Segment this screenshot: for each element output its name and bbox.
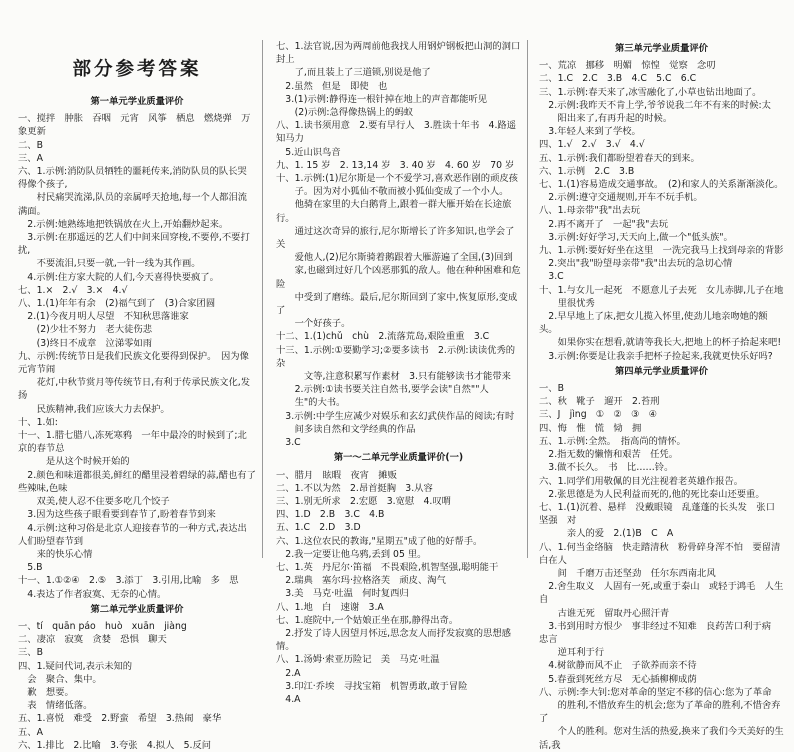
answer-line: 五、1.示例:全然。 指高尚的情怀。 <box>539 435 686 447</box>
section-heading: 第二单元学业质量评价 <box>90 603 184 615</box>
answer-line: 九、1. 15 岁 2. 13,14 岁 3. 40 岁 4. 60 岁 70 岁 <box>276 159 515 171</box>
answer-line: 2.(1)今夜月明人尽望 不知秋思落谁家 <box>18 311 189 323</box>
answer-line: 六、1.示例 2.C 3.B <box>539 165 635 177</box>
column-3-content <box>539 42 784 752</box>
answer-line: 亲人的爱 2.(1)B C A <box>539 528 674 540</box>
answer-line: 六、1.同学们用敬佩的目光注视着老英雄作报告。 <box>539 475 744 487</box>
answer-line: 3.(1)示例:静得连一根针掉在地上的声音都能听见 <box>276 93 488 105</box>
answer-line: 十二、1.(1)chǔ chù 2.流落荒岛,艰险重重 3.C <box>276 331 490 343</box>
section-heading: 第四单元学业质量评价 <box>615 365 708 377</box>
answer-line: 六、1.这位农民的教诲,"星期五"成了他的好帮手。 <box>276 535 483 547</box>
answer-line: 一、腊月 眩暇 夜宵 摊贩 <box>276 469 397 481</box>
answer-line: 2.示例:我昨天不肯上学,爷爷说我二年不有来的时候:太 <box>539 99 771 111</box>
answer-line: 民族精神,我们应该大力去保护。 <box>18 403 170 415</box>
answer-line: 八、1.何当金络脑 快走踏清秋 粉骨碎身浑不怕 要留清白在人 <box>539 541 781 566</box>
answer-line: 九、示例:传统节日是我们民族文化要得到保护。 因为像元宵节闹 <box>18 350 249 376</box>
answer-line: 双美,使人忍不住要多吃几个饺子 <box>18 496 170 508</box>
answer-line: 2.舍生取义 人固有一死,或重于泰山 或轻于鸿毛 人生自 <box>539 581 784 606</box>
answer-line: 三、J jìng ① ② ③ ④ <box>539 409 658 421</box>
answer-column-3 <box>527 0 794 751</box>
answer-line: 三、A <box>18 152 43 164</box>
answer-line: (2)少壮不努力 老大徒伤悲 <box>18 324 153 336</box>
answer-line: 3.示例:你要是让我亲手把杯子捡起来,我就更快乐好吗? <box>539 350 773 362</box>
answer-line: 二、秋 靴子 遛开 2.苔刑 <box>539 396 660 408</box>
answer-line: 3.示例:中学生应减少对娱乐和玄幻武侠作品的阅读;有时 <box>276 410 515 422</box>
answer-line: 一、荒凉 挪移 明媚 惊惶 觉察 念叨 <box>539 60 716 72</box>
answer-line: 2.指无数的懒惰和艰苦 任凭。 <box>539 449 679 461</box>
answer-line: 十三、1.示例:①要勤学习;②要多读书 2.示例:读读优秀的杂 <box>276 344 516 369</box>
answer-line: 三、1.别无所求 2.宏愿 3.宽慰 4.叹喟 <box>276 495 451 507</box>
answer-line: 歉 想要。 <box>18 686 74 698</box>
answer-line: 七、1.(1)沉着、悬样 没戴眼镜 乱蓬蓬的长头发 张口坚强 对 <box>539 501 775 527</box>
answer-line: 会 聚合、集中。 <box>18 673 102 685</box>
answer-line: 四、1.√ 2.√ 3.√ 4.√ <box>539 139 645 151</box>
answer-line: 七、1.英 丹尼尔·笛福 不畏艰险,机智坚强,聪明能干 <box>276 561 499 573</box>
answer-line: 阳出来了,有再升起的时候。 <box>539 113 673 125</box>
answer-line: 间多读自然和文学经典的作品 <box>276 423 416 435</box>
answer-line: 3.因为这些孩子眼看要到春节了,盼着春节到来 <box>18 509 216 521</box>
answer-line: 八、1.读书须用意 2.要有早行人 3.胜读十年书 4.路遥知马力 <box>276 120 517 145</box>
answer-line: 七、1.× 2.√ 3.× 4.√ <box>18 284 128 296</box>
answer-line: 五、1.喜悦 难受 2.野蛮 希望 3.热闹 豪华 <box>18 713 222 725</box>
answer-line: 个人的胜利。您对生活的热爱,换来了我们今天美好的生活,我 <box>539 726 784 751</box>
section-heading: 第三单元学业质量评价 <box>615 43 708 54</box>
answer-line: 十、1.与女儿一起死 不愿意儿子去死 女儿赤脚,儿子在地 <box>539 284 784 296</box>
answer-line: 表 情绪低落。 <box>18 700 93 712</box>
answer-line: 2.我一定要让他乌鸦,丢到 05 里。 <box>276 548 427 560</box>
answer-line: 二、B <box>18 139 43 151</box>
answer-line: 九、1.示例:要好好坐在这里 一洗完我马上找到母亲的背影 <box>539 245 784 257</box>
answer-line: 四、1.D 2.B 3.C 4.B <box>276 509 385 521</box>
answer-line: 3.示例:好好学习,天天向上,做一个"低头族"。 <box>539 231 733 243</box>
column-2-content <box>276 40 521 706</box>
answer-line: 是从这个时候开始的 <box>18 456 130 468</box>
answer-line: 里很忧秀 <box>539 297 595 309</box>
answer-line: 家,也磁到过好几个凶恶那狐的敌人。他在种种困难和危险 <box>276 265 521 290</box>
answer-line: 3.印江·乔埃 寻找宝箱 机智勇敢,敢于冒险 <box>276 680 468 692</box>
answer-line: 2.抒发了诗人因望月怀远,思念友人而抒发寂寞的思想感情。 <box>276 627 511 653</box>
section-heading: 第一单元学业质量评价 <box>90 96 184 107</box>
answer-line: (2)示例:急得像热锅上的蚂蚁 <box>276 107 414 119</box>
answer-line: 通过这次奇异的旅行,尼尔斯增长了许多知识,也学会了关 <box>276 225 515 251</box>
answer-line: 八、1.(1)年年有余 (2)福气到了 (3)合家团圆 <box>18 298 216 310</box>
answer-line: 八、1.母亲带"我"出去玩 <box>539 205 641 217</box>
answer-line: 村民痛哭流涕,队员的亲属呼天抢地,每一个人都泪流满面。 <box>18 192 248 217</box>
answer-line: 4.示例:这种习俗是北京人迎接春节的一种方式,表达出人们盼望春节到 <box>18 522 247 547</box>
answer-line: 2.示例:①读书要关注自然书,要学会读"自然""人 <box>276 384 489 396</box>
answer-line: 三、B <box>18 647 43 659</box>
answer-line: 2.瑞典 塞尔玛·拉格洛芙 顽皮、淘气 <box>276 575 446 587</box>
answer-line: 2.示例:她熟练地把铁锅放在火上,开始翻炒起来。 <box>18 218 229 230</box>
answer-line: 2.虽然 但是 即使 也 <box>276 80 388 92</box>
answer-line: 3.C <box>539 271 564 283</box>
answer-line: 不要流泪,只要一就,一针一线为其作画。 <box>18 258 201 270</box>
answer-line: 中受到了磨练。最后,尼尔斯回到了家中,恢复原形,变成了 <box>276 291 518 317</box>
answer-line: 三、1.示例:春天来了,冰雪融化了,小草也钻出地面了。 <box>539 86 762 98</box>
answer-line: 3.示例:在那遥远的艺人们中间来回穿梭,不要停,不要打扰, <box>18 232 250 257</box>
answer-line: (3)终日不成章 泣涕零如雨 <box>18 337 153 349</box>
answer-line: 3.年轻人来到了学校。 <box>539 126 641 138</box>
page-title: 部分参考答案 <box>72 59 202 80</box>
answer-line: 十一、1.①②④ 2.⑤ 3.添丁 3.引用,比喻 多 思 <box>18 575 239 587</box>
answer-line: 逆耳利于行 <box>539 647 605 659</box>
answer-line: 3.做不长久。 书 比……铃。 <box>539 462 674 474</box>
answer-line: 2.示例:遵守交通规则,开车不玩手机。 <box>539 192 703 204</box>
answer-line: 一、B <box>539 383 564 395</box>
answer-line: 如果你实在想看,就请等我长大,把地上的杯子拾起来吧! <box>539 337 782 349</box>
answer-line: 五、1.C 2.D 3.D <box>276 522 361 534</box>
answer-line: 花灯,中秋节赏月等传统节日,有利于传承民族文化,发扬 <box>18 377 250 402</box>
column-1-content <box>18 95 256 752</box>
answer-line: 2.再不离开了 一起"我"去玩 <box>539 218 668 230</box>
answer-line: 一、搅拌 肿胀 吞咽 元宵 风筝 栖息 燃烧弹 万象更新 <box>18 113 251 138</box>
answer-line: 八、示例:李大钊:您对革命的坚定不移的信心:您为了革命 <box>539 686 772 698</box>
answer-line: 了,而且装上了三道锁,别说是他了 <box>276 67 431 79</box>
answer-line: 七、1.(1)容易造成交通事故。 (2)和家人的关系渐渐淡化。 <box>539 179 784 191</box>
answer-line: 他骑在家里的大白鹅背上,跟着一群大雁开始在长途旅行。 <box>276 199 512 224</box>
answer-line: 五、1.示例:我们都盼望着春天的到来。 <box>539 152 700 164</box>
answer-line: 生"的大书。 <box>276 397 346 409</box>
answer-line: 十一、1.腊七腊八,冻死寒鸦 一年中最冷的时候到了;北京的春节总 <box>18 430 247 455</box>
answer-line: 4.A <box>276 693 301 705</box>
answer-line: 二、1.不以为然 2.昂首挺胸 3.从容 <box>276 482 433 494</box>
answer-line: 3.书到用时方恨少 事非经过不知难 良药苦口利于病 忠言 <box>539 620 781 645</box>
section-heading: 第一～二单元学业质量评价(一) <box>333 452 464 464</box>
answer-line: 八、1.汤姆·索亚历险记 美 马克·吐温 <box>276 654 440 666</box>
answer-line: 八、1.地 白 速谢 3.A <box>276 601 384 613</box>
answer-line: 2.颜色和味道都很美,鲜红的醋里浸着碧绿的蒜,醋也有了些辣味,色味 <box>18 469 256 494</box>
answer-line: 四、1.疑问代词,表示未知的 <box>18 660 133 672</box>
answer-line: 文等,注意积累写作素材 3.只有能够读书才能带来 <box>276 371 511 383</box>
answer-line: 2.早早地上了床,把女儿揽入怀里,使劲儿地亲吻她的额头。 <box>539 311 768 336</box>
answer-line: 七、1.法官说,因为两周前他我找人用钢炉钢板把山洞的洞口封上 <box>276 41 521 66</box>
answer-column-1 <box>0 0 262 751</box>
answer-line: 六、1.示例:消防队员牺牲的噩耗传来,消防队员的队长哭得像个孩子, <box>18 166 247 191</box>
answer-line: 2.A <box>276 667 301 679</box>
answer-line: 四、悔 惟 慌 恸 拥 <box>539 422 642 434</box>
answer-column-2 <box>262 0 527 705</box>
answer-line: 七、1.庭院中,一个姑娘正坐在那,静得出奇。 <box>276 614 459 626</box>
answer-line: 间 千磨万击还坚劲 任尔东西南北风 <box>539 567 716 579</box>
answer-line: 子。因为对小狐仙不敬而被小狐仙变成了一个小人。 <box>276 186 509 198</box>
answer-line: 十、1.如: <box>18 416 58 428</box>
answer-line: 5.春蚕到死丝方尽 无心插柳柳成荫 <box>539 673 697 685</box>
answer-line: 4.树欲静而风不止 子欲养而亲不待 <box>539 660 697 672</box>
answer-line: 2.张思德是为人民利益而死的,他的死比泰山还要重。 <box>539 488 765 500</box>
answer-line: 五、A <box>18 726 43 738</box>
answer-line: 5.近山识鸟音 <box>276 146 341 158</box>
answer-line: 一个好孩子。 <box>276 318 351 330</box>
answer-line: 3.C <box>276 437 301 449</box>
answer-line: 4.示例:住方家大院的人们,今天喜得快要疯了。 <box>18 271 219 283</box>
answer-line: 来的快乐心情 <box>18 548 93 560</box>
answer-line: 六、1.排比 2.比喻 3.夸张 4.拟人 5.反问 <box>18 739 212 751</box>
answer-line: 5.B <box>18 562 43 574</box>
answer-line: 十、1.示例:(1)尼尔斯是一个不爱学习,喜欢恶作剧的顽皮孩 <box>276 173 518 185</box>
answer-line: 爱他人,(2)尼尔斯骑着鹅跟着大雁游遍了全国,(3)回到 <box>276 252 513 264</box>
answer-line: 2.突出"我"盼望母亲带"我"出去玩的急切心情 <box>539 258 733 270</box>
answer-line: 3.美 马克·吐温 何时复西归 <box>276 588 409 600</box>
answer-line: 4.表达了作者寂寞、无奈的心情。 <box>18 588 167 600</box>
answer-line: 古谁无死 留取丹心照汗青 <box>539 607 670 619</box>
answer-line: 二、凄凉 寂寞 贪婪 恐惧 聊天 <box>18 634 167 646</box>
answer-line: 的胜利,不惜放弃生的机会;您为了革命的胜利,不惜舍弃了 <box>539 699 781 725</box>
answer-line: 一、tí quān páo huò xuān jiàng <box>18 620 187 632</box>
answer-line: 二、1.C 2.C 3.B 4.C 5.C 6.C <box>539 73 697 85</box>
